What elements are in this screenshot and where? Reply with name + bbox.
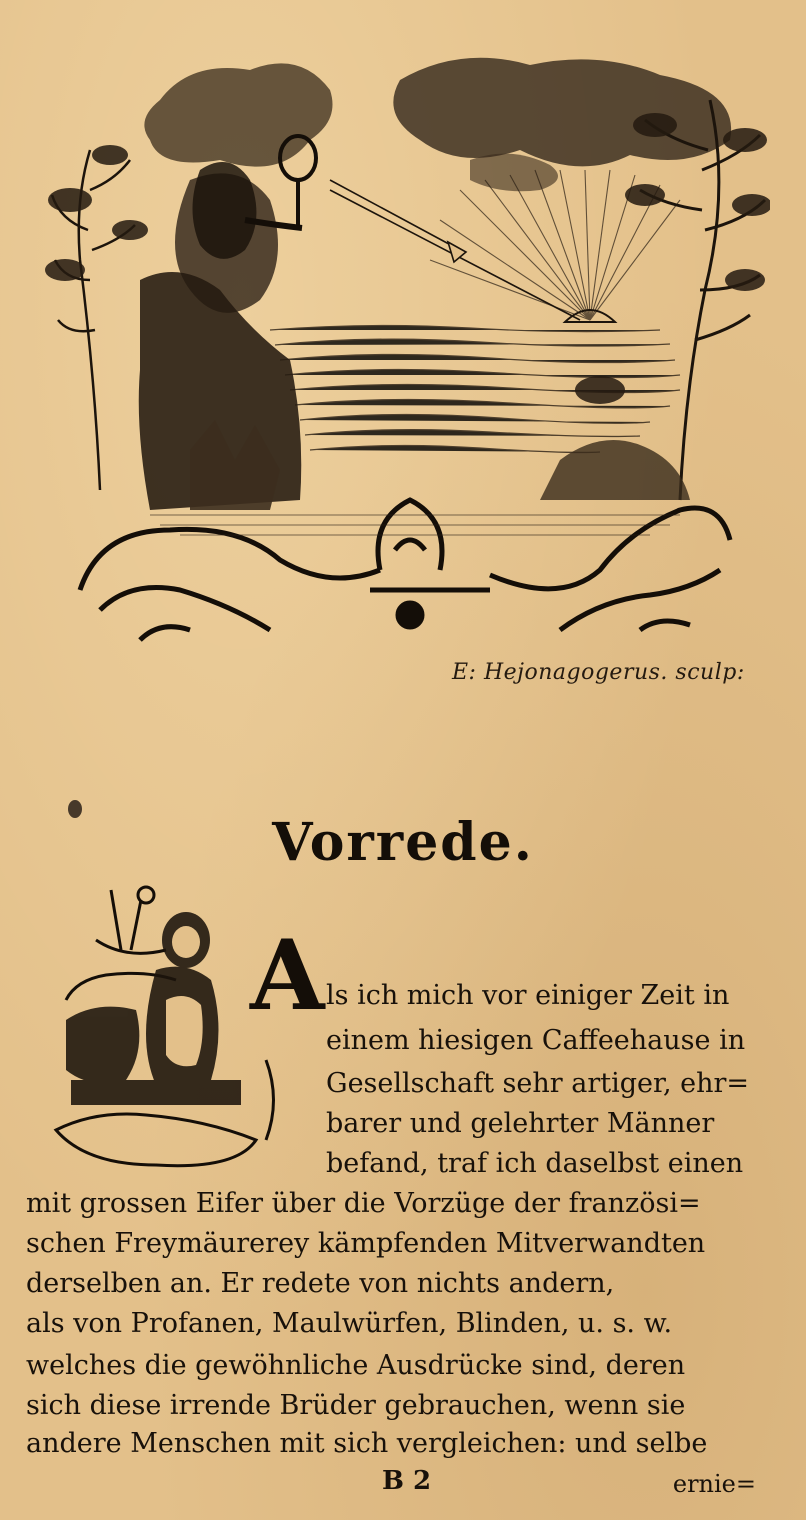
text-line-content: ls ich mich vor einiger Zeit in bbox=[326, 980, 730, 1011]
text-line bbox=[26, 1224, 758, 1264]
text-line bbox=[326, 976, 758, 1016]
text-line bbox=[326, 1021, 758, 1061]
text-line-content: Gesellschaft sehr artiger, ehr= bbox=[326, 1068, 750, 1099]
shore-rocks bbox=[540, 440, 690, 500]
tree-right bbox=[640, 100, 765, 500]
text-line-content: derselben an. Er redete von nichts andern, bbox=[26, 1268, 615, 1299]
text-line-content: schen Freymäurerey kämpfenden Mitverwandten bbox=[26, 1228, 706, 1259]
text-line bbox=[26, 1424, 758, 1464]
text-line bbox=[26, 1304, 758, 1344]
text-line-content: einem hiesigen Caffeehause in bbox=[326, 1025, 746, 1056]
light-beam bbox=[330, 180, 580, 320]
text-line-content: mit grossen Eifer über die Vorzüge der französi= bbox=[26, 1188, 701, 1219]
rococo-cartouche bbox=[80, 500, 730, 640]
engraved-vignette bbox=[40, 30, 770, 670]
text-line bbox=[326, 1064, 758, 1104]
rocky-cliff bbox=[139, 272, 302, 510]
text-line-content: als von Profanen, Maulwürfen, Blinden, u. s. w. bbox=[26, 1308, 673, 1339]
historiated-initial-illustration bbox=[36, 880, 286, 1180]
drop-cap-initial: A bbox=[250, 919, 325, 1032]
text-line-content: befand, traf ich daselbst einen bbox=[326, 1148, 744, 1179]
text-line bbox=[26, 1264, 758, 1304]
text-line-content: barer und gelehrter Männer bbox=[326, 1108, 715, 1139]
text-line bbox=[326, 1104, 758, 1144]
text-line-content: welches die gewöhnliche Ausdrücke sind, deren bbox=[26, 1350, 686, 1381]
engraver-signature: E: Hejonagogerus. sculp: bbox=[452, 660, 745, 685]
text-line bbox=[26, 1184, 758, 1224]
text-line bbox=[26, 1386, 758, 1426]
text-line-content: andere Menschen mit sich vergleichen: und selbe bbox=[26, 1428, 708, 1459]
text-line-content: sich diese irrende Brüder gebrauchen, wenn sie bbox=[26, 1390, 686, 1421]
catchword: ernie= bbox=[672, 1470, 756, 1498]
signature-mark: B 2 bbox=[382, 1466, 432, 1496]
text-line bbox=[326, 1144, 758, 1184]
page-heading: Vorrede. bbox=[272, 812, 534, 873]
text-line bbox=[26, 1346, 758, 1386]
